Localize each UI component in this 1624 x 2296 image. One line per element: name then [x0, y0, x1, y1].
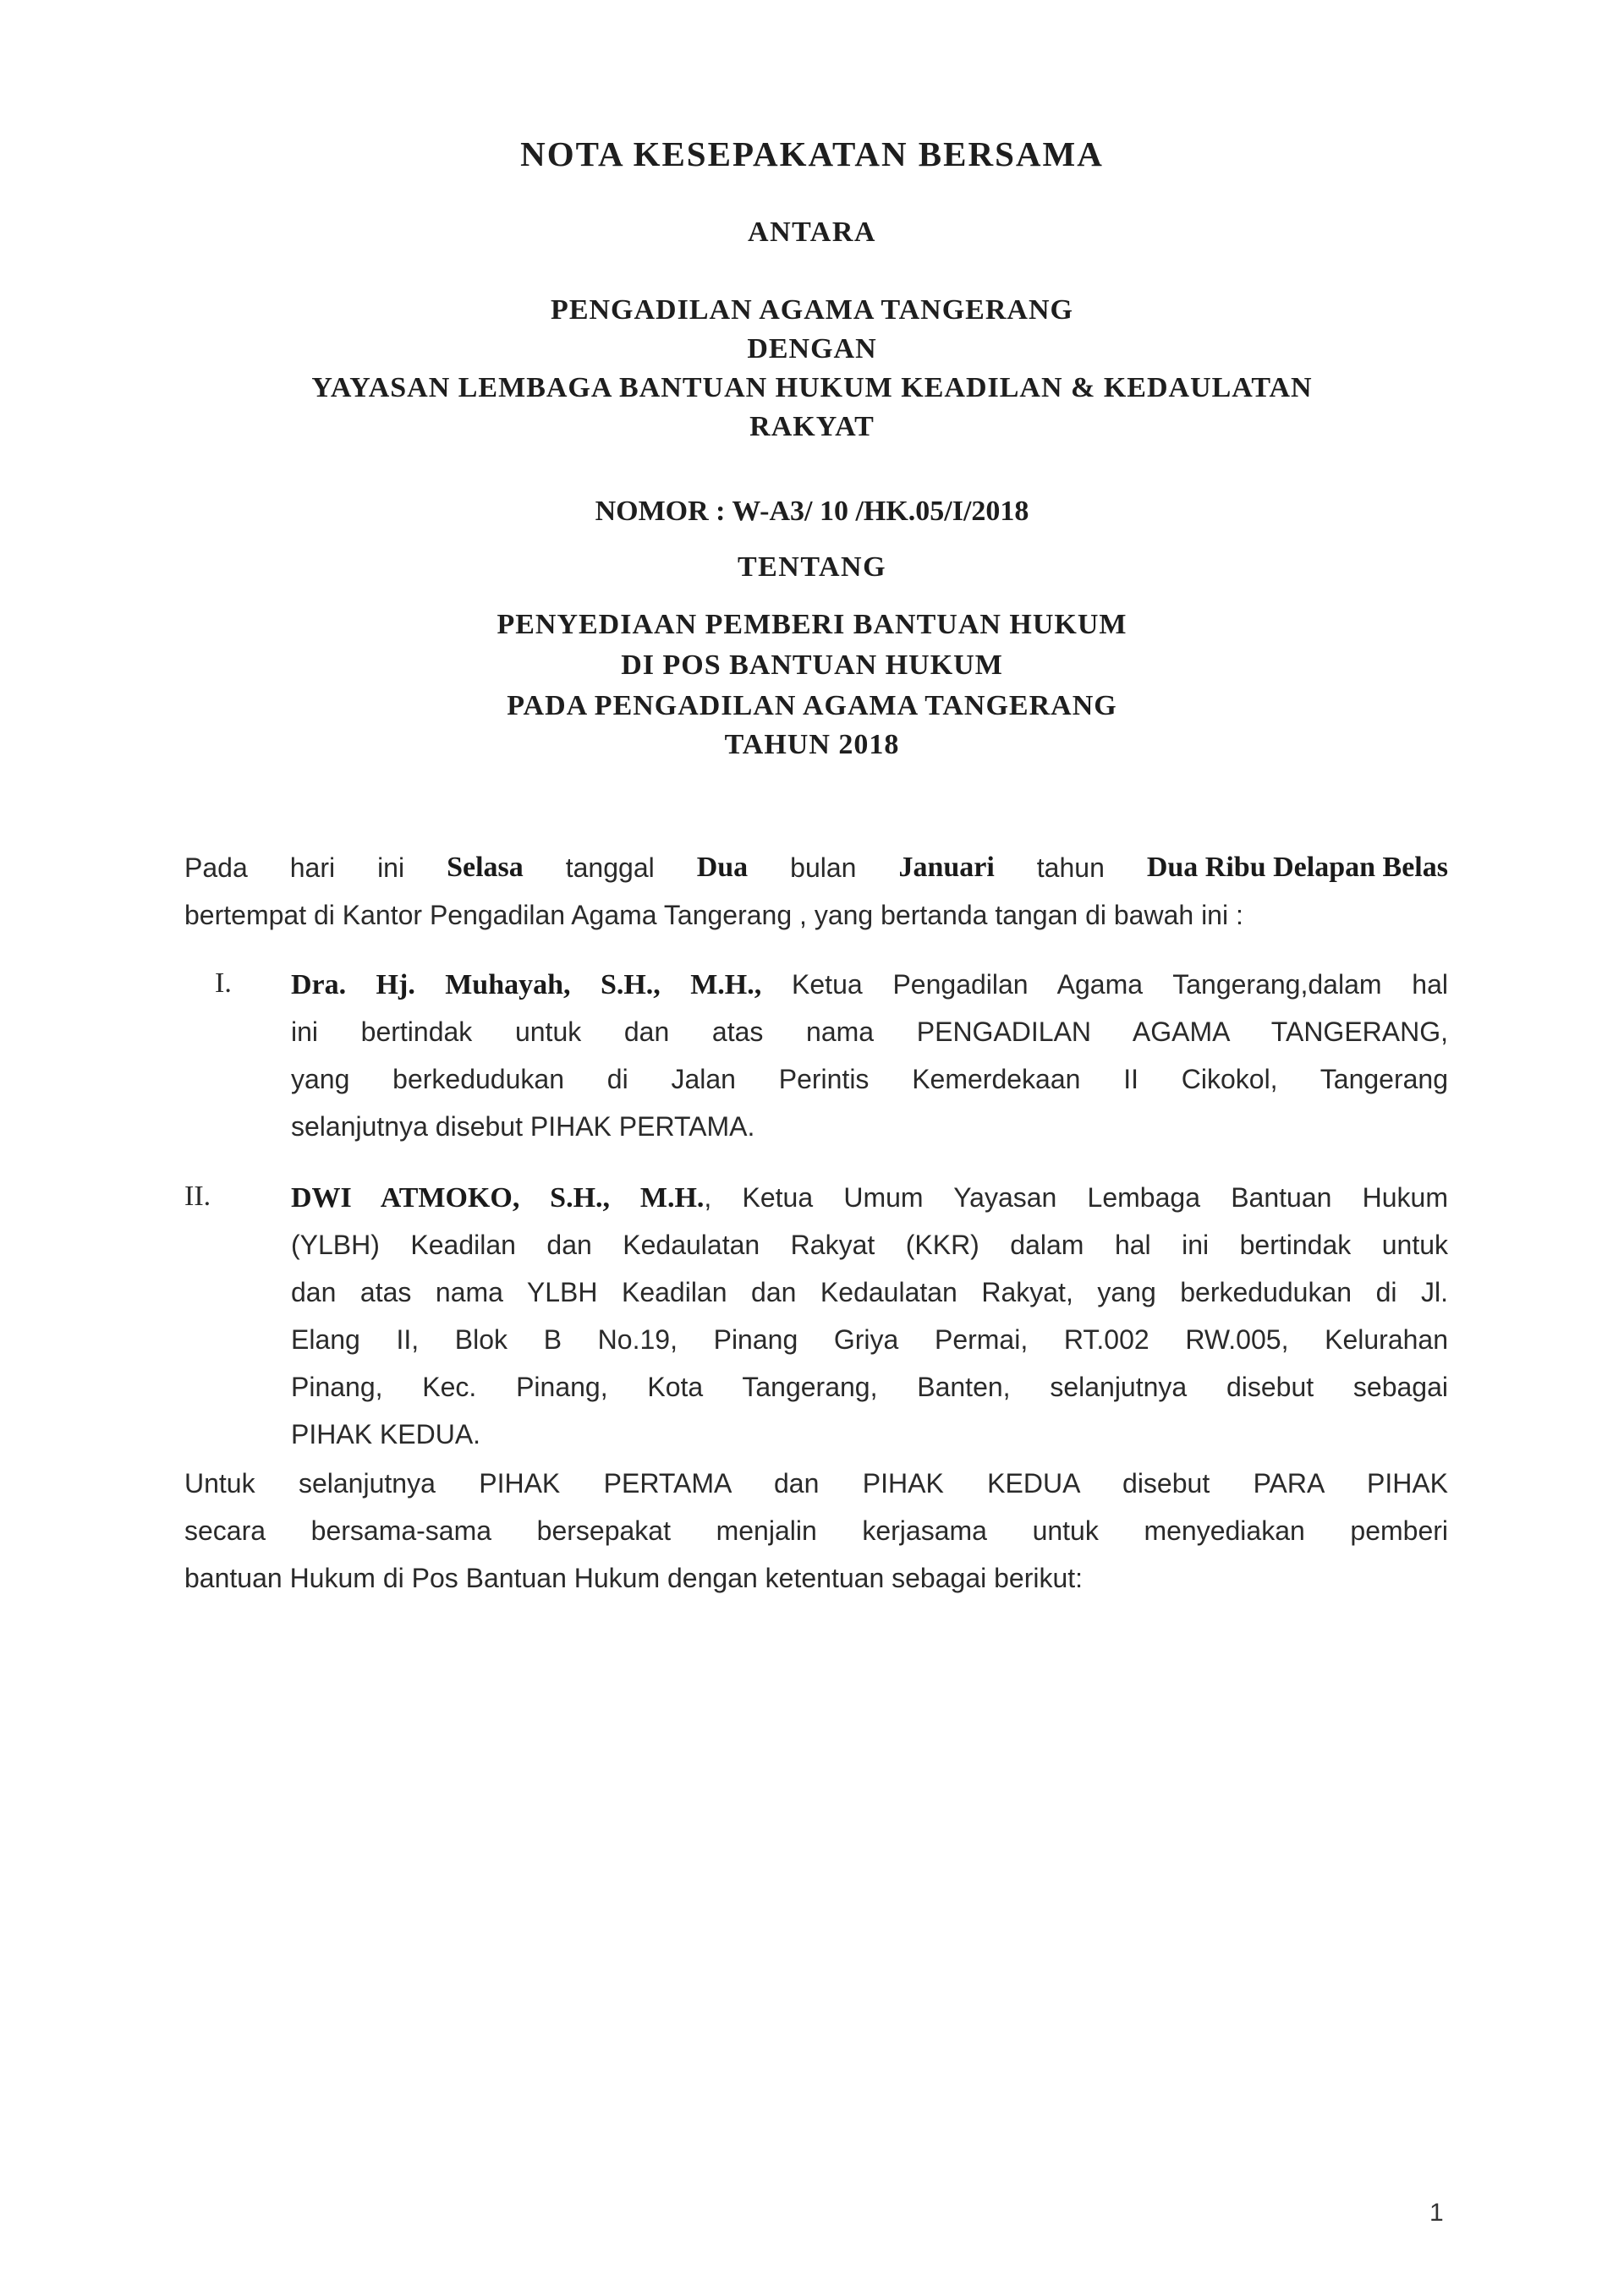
- closing-line-2: secara bersama-sama bersepakat menjalin kerjasama untuk menyediakan pemberi: [184, 1515, 1448, 1546]
- intro-date: Dua: [696, 852, 749, 883]
- intro-month: Januari: [898, 852, 995, 883]
- intro-word: tanggal: [565, 852, 655, 883]
- party-first-numeral: I.: [215, 967, 232, 999]
- intro-paragraph: [184, 844, 1448, 939]
- antara-heading: ANTARA: [748, 216, 876, 248]
- intro-word: tahun: [1036, 852, 1105, 883]
- intro-word: ini: [377, 852, 405, 883]
- subject-line-2: DI POS BANTUAN HUKUM: [621, 649, 1003, 681]
- party-second-name: DWI ATMOKO, S.H., M.H.: [291, 1182, 705, 1214]
- party-second-role: , Ketua Umum Yayasan Lembaga Bantuan Hukum: [704, 1182, 1448, 1213]
- intro-year: Dua Ribu Delapan Belas: [1146, 852, 1448, 883]
- party-line-4: RAKYAT: [749, 411, 875, 442]
- tentang-heading: TENTANG: [737, 551, 887, 583]
- closing-line-1: Untuk selanjutnya PIHAK PERTAMA dan PIHAK KEDUA disebut PARA PIHAK: [184, 1468, 1448, 1499]
- intro-word: Pada: [184, 852, 248, 883]
- party-first-name: Dra. Hj. Muhayah, S.H., M.H.,: [291, 969, 762, 1000]
- party-first-line-3: yang berkedudukan di Jalan Perintis Kemerdekaan II Cikokol, Tangerang: [291, 1064, 1448, 1094]
- party-line-1: PENGADILAN AGAMA TANGERANG: [551, 294, 1073, 326]
- document-title: NOTA KESEPAKATAN BERSAMA: [520, 134, 1104, 173]
- party-second-line-1: [291, 1174, 1448, 1221]
- party-first-role: Ketua Pengadilan Agama Tangerang,dalam hal: [761, 969, 1449, 1000]
- party-line-3: YAYASAN LEMBAGA BANTUAN HUKUM KEADILAN & KEDAULATAN: [311, 372, 1313, 403]
- party-first-line-1: [291, 961, 1448, 1008]
- intro-word: hari: [289, 852, 336, 883]
- intro-line-2: bertempat di Kantor Pengadilan Agama Tangerang , yang bertanda tangan di bawah ini :: [184, 900, 1243, 930]
- intro-line-1: [184, 844, 1448, 891]
- closing-paragraph: [184, 1460, 1448, 1602]
- party-second-line-5: Pinang, Kec. Pinang, Kota Tangerang, Banten, selanjutnya disebut sebagai: [291, 1372, 1448, 1402]
- party-second-numeral: II.: [184, 1181, 211, 1212]
- intro-word: bulan: [790, 852, 857, 883]
- party-second-line-6: PIHAK KEDUA.: [291, 1419, 481, 1449]
- subject-line-3: PADA PENGADILAN AGAMA TANGERANG: [507, 690, 1117, 721]
- page-number: 1: [1429, 2199, 1444, 2227]
- party-first-line-2: ini bertindak untuk dan atas nama PENGADILAN AGAMA TANGERANG,: [291, 1016, 1448, 1047]
- intro-day: Selasa: [447, 852, 524, 883]
- party-first-paragraph: [291, 961, 1448, 1150]
- subject-line-4: TAHUN 2018: [724, 729, 900, 760]
- party-second-line-4: Elang II, Blok B No.19, Pinang Griya Permai, RT.002 RW.005, Kelurahan: [291, 1324, 1448, 1355]
- party-first-line-4: selanjutnya disebut PIHAK PERTAMA.: [291, 1111, 755, 1142]
- document-number: NOMOR : W-A3/ 10 /HK.05/I/2018: [595, 496, 1029, 527]
- closing-line-3: bantuan Hukum di Pos Bantuan Hukum dengan ketentuan sebagai berikut:: [184, 1563, 1084, 1593]
- subject-line-1: PENYEDIAAN PEMBERI BANTUAN HUKUM: [497, 609, 1127, 640]
- party-line-2: DENGAN: [747, 333, 877, 364]
- party-second-paragraph: [291, 1174, 1448, 1458]
- party-second-line-2: (YLBH) Keadilan dan Kedaulatan Rakyat (KKR) dalam hal ini bertindak untuk: [291, 1230, 1448, 1260]
- party-second-line-3: dan atas nama YLBH Keadilan dan Kedaulatan Rakyat, yang berkedudukan di Jl.: [291, 1277, 1448, 1307]
